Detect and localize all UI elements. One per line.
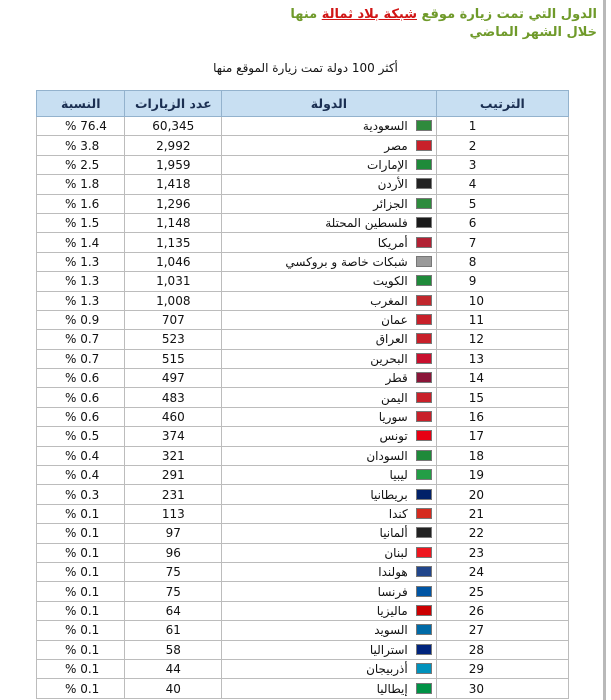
heading-line-1	[290, 6, 597, 24]
country-cell	[222, 640, 437, 659]
country-name: فلسطين المحتلة	[325, 216, 408, 231]
rank-cell: 4	[436, 175, 568, 194]
country-cell	[222, 621, 437, 640]
rank-cell: 25	[436, 582, 568, 601]
country-name: السودان	[366, 448, 408, 463]
country-name: الكويت	[372, 274, 408, 289]
percentage-cell: % 1.5	[37, 213, 125, 232]
country-cell	[222, 679, 437, 698]
percentage-cell: % 1.3	[37, 291, 125, 310]
table-body	[37, 117, 569, 699]
country-flag-icon	[416, 353, 432, 364]
visits-cell: 2,992	[125, 136, 222, 155]
visits-cell: 523	[125, 330, 222, 349]
visits-cell: 374	[125, 427, 222, 446]
country-cell	[222, 233, 437, 252]
country-name: البحرين	[370, 351, 408, 366]
header-rank: الترتيب	[436, 91, 568, 117]
rank-cell: 11	[436, 310, 568, 329]
country-flag-icon	[416, 683, 432, 694]
rank-cell: 10	[436, 291, 568, 310]
country-flag-icon	[416, 120, 432, 131]
country-name: فرنسا	[377, 584, 408, 599]
country-cell	[222, 485, 437, 504]
rank-cell: 16	[436, 407, 568, 426]
country-cell	[222, 407, 437, 426]
rank-cell: 30	[436, 679, 568, 698]
visits-cell: 75	[125, 582, 222, 601]
visits-cell: 515	[125, 349, 222, 368]
rank-cell: 19	[436, 466, 568, 485]
visits-cell: 707	[125, 310, 222, 329]
country-cell	[222, 369, 437, 388]
heading-line-2: خلال الشهر الماضي	[469, 25, 597, 40]
rank-cell: 27	[436, 621, 568, 640]
countries-table	[36, 90, 569, 699]
country-name: قطر	[385, 371, 408, 386]
country-flag-icon	[416, 159, 432, 170]
country-cell	[222, 117, 437, 136]
percentage-cell: % 76.4	[37, 117, 125, 136]
visits-cell: 1,148	[125, 213, 222, 232]
percentage-cell: % 0.1	[37, 601, 125, 620]
table-row	[37, 485, 569, 504]
table-caption: أكثر 100 دولة تمت زيارة الموقع منها	[213, 61, 398, 75]
country-cell	[222, 175, 437, 194]
country-flag-icon	[416, 586, 432, 597]
country-cell	[222, 194, 437, 213]
percentage-cell: % 3.8	[37, 136, 125, 155]
country-flag-icon	[416, 217, 432, 228]
country-name: شبكات خاصة و بروكسي	[285, 254, 408, 269]
country-name: إيطاليا	[376, 681, 408, 696]
rank-cell: 28	[436, 640, 568, 659]
country-name: عمان	[381, 313, 408, 328]
right-edge-rule	[603, 0, 606, 700]
table-row	[37, 310, 569, 329]
table-row	[37, 233, 569, 252]
country-cell	[222, 562, 437, 581]
country-flag-icon	[416, 372, 432, 383]
percentage-cell: % 0.1	[37, 582, 125, 601]
visits-cell: 483	[125, 388, 222, 407]
country-name: هولندا	[378, 565, 408, 580]
rank-cell: 8	[436, 252, 568, 271]
percentage-cell: % 0.6	[37, 369, 125, 388]
country-name: كندا	[388, 507, 408, 521]
percentage-cell: % 0.7	[37, 330, 125, 349]
table-row	[37, 369, 569, 388]
percentage-cell: % 0.1	[37, 524, 125, 543]
percentage-cell: % 0.1	[37, 659, 125, 678]
country-name: الجزائر	[373, 196, 408, 211]
rank-cell: 29	[436, 659, 568, 678]
rank-cell: 21	[436, 504, 568, 523]
table-row	[37, 155, 569, 174]
rank-cell: 15	[436, 388, 568, 407]
visits-cell: 96	[125, 543, 222, 562]
country-name: السعودية	[362, 119, 408, 134]
percentage-cell: % 0.1	[37, 640, 125, 659]
country-cell	[222, 213, 437, 232]
percentage-cell: % 0.3	[37, 485, 125, 504]
country-flag-icon	[416, 527, 432, 538]
table-row	[37, 175, 569, 194]
percentage-cell: % 0.1	[37, 679, 125, 698]
country-flag-icon	[416, 566, 432, 577]
visits-cell: 1,418	[125, 175, 222, 194]
visits-cell: 58	[125, 640, 222, 659]
visits-cell: 60,345	[125, 117, 222, 136]
percentage-cell: % 0.1	[37, 543, 125, 562]
table-row	[37, 524, 569, 543]
table-row	[37, 388, 569, 407]
visits-cell: 291	[125, 466, 222, 485]
country-name: العراق	[375, 332, 408, 347]
visits-cell: 460	[125, 407, 222, 426]
table-row	[37, 427, 569, 446]
rank-cell: 18	[436, 446, 568, 465]
country-cell	[222, 524, 437, 543]
table-row	[37, 407, 569, 426]
rank-cell: 26	[436, 601, 568, 620]
site-name-link[interactable]: شبكة بلاد ثمالة	[321, 7, 417, 22]
table-row	[37, 621, 569, 640]
visits-cell: 44	[125, 659, 222, 678]
country-name: ماليزيا	[376, 603, 408, 618]
country-name: لبنان	[384, 545, 408, 560]
country-name: سوريا	[378, 410, 408, 425]
visits-cell: 497	[125, 369, 222, 388]
country-flag-icon	[416, 605, 432, 616]
header-visits: عدد الزيارات	[125, 91, 222, 117]
rank-cell: 6	[436, 213, 568, 232]
country-cell	[222, 659, 437, 678]
percentage-cell: % 0.4	[37, 466, 125, 485]
country-flag-icon	[416, 508, 432, 519]
visits-cell: 1,296	[125, 194, 222, 213]
country-flag-icon	[416, 663, 432, 674]
table-row	[37, 466, 569, 485]
rank-cell: 13	[436, 349, 568, 368]
rank-cell: 17	[436, 427, 568, 446]
table-row	[37, 446, 569, 465]
rank-cell: 12	[436, 330, 568, 349]
visits-cell: 1,135	[125, 233, 222, 252]
country-cell	[222, 291, 437, 310]
country-name: استراليا	[369, 642, 408, 657]
rank-cell: 1	[436, 117, 568, 136]
country-cell	[222, 466, 437, 485]
rank-cell: 9	[436, 272, 568, 291]
visits-cell: 231	[125, 485, 222, 504]
percentage-cell: % 0.1	[37, 562, 125, 581]
country-flag-icon	[416, 469, 432, 480]
percentage-cell: % 2.5	[37, 155, 125, 174]
country-cell	[222, 136, 437, 155]
table-row	[37, 582, 569, 601]
table-row	[37, 330, 569, 349]
country-name: السويد	[374, 623, 408, 638]
country-name: مصر	[384, 138, 408, 153]
country-flag-icon	[416, 450, 432, 461]
visits-cell: 61	[125, 621, 222, 640]
country-flag-icon	[416, 624, 432, 635]
country-name: الأردن	[377, 177, 408, 192]
country-flag-icon	[416, 333, 432, 344]
rank-cell: 7	[436, 233, 568, 252]
country-cell	[222, 543, 437, 562]
heading-text-before: الدول التي تمت زيارة موقع	[421, 7, 597, 22]
country-flag-icon	[416, 178, 432, 189]
header-percentage: النسبة	[37, 91, 125, 117]
country-name: الإمارات	[367, 157, 408, 172]
visits-cell: 64	[125, 601, 222, 620]
country-cell	[222, 330, 437, 349]
country-cell	[222, 582, 437, 601]
rank-cell: 22	[436, 524, 568, 543]
country-cell	[222, 349, 437, 368]
percentage-cell: % 1.8	[37, 175, 125, 194]
country-flag-icon	[416, 237, 432, 248]
table-row	[37, 349, 569, 368]
country-cell	[222, 446, 437, 465]
country-name: اليمن	[381, 390, 408, 405]
country-flag-icon	[416, 314, 432, 325]
country-flag-icon	[416, 644, 432, 655]
visits-cell: 40	[125, 679, 222, 698]
table-row	[37, 272, 569, 291]
table-row	[37, 117, 569, 136]
percentage-cell: % 0.7	[37, 349, 125, 368]
rank-cell: 24	[436, 562, 568, 581]
visits-cell: 97	[125, 524, 222, 543]
table-row	[37, 504, 569, 523]
table-row	[37, 291, 569, 310]
table-header-row	[37, 91, 569, 117]
country-flag-icon	[416, 275, 432, 286]
percentage-cell: % 1.3	[37, 252, 125, 271]
rank-cell: 2	[436, 136, 568, 155]
table-row	[37, 543, 569, 562]
heading-text-after: منها	[290, 7, 318, 22]
country-flag-icon	[416, 489, 432, 500]
visits-cell: 321	[125, 446, 222, 465]
rank-cell: 3	[436, 155, 568, 174]
rank-cell: 14	[436, 369, 568, 388]
table-row	[37, 659, 569, 678]
country-flag-icon	[416, 547, 432, 558]
table-row	[37, 601, 569, 620]
country-name: بريطانيا	[370, 487, 408, 502]
country-cell	[222, 504, 437, 523]
percentage-cell: % 0.1	[37, 621, 125, 640]
country-flag-icon	[416, 256, 432, 267]
header-country: الدولة	[222, 91, 437, 117]
table-row	[37, 213, 569, 232]
visits-cell: 113	[125, 504, 222, 523]
country-name: تونس	[379, 429, 408, 444]
country-name: أمريكا	[377, 235, 408, 250]
country-flag-icon	[416, 198, 432, 209]
country-name: المغرب	[370, 293, 408, 308]
percentage-cell: % 0.5	[37, 427, 125, 446]
country-cell	[222, 427, 437, 446]
visits-cell: 75	[125, 562, 222, 581]
country-cell	[222, 310, 437, 329]
country-flag-icon	[416, 430, 432, 441]
country-name: ألمانيا	[379, 526, 408, 541]
percentage-cell: % 0.4	[37, 446, 125, 465]
country-name: ليبيا	[389, 468, 408, 483]
percentage-cell: % 0.6	[37, 407, 125, 426]
table-row	[37, 640, 569, 659]
visits-cell: 1,046	[125, 252, 222, 271]
percentage-cell: % 1.6	[37, 194, 125, 213]
country-cell	[222, 252, 437, 271]
visits-cell: 1,031	[125, 272, 222, 291]
percentage-cell: % 1.3	[37, 272, 125, 291]
rank-cell: 23	[436, 543, 568, 562]
rank-cell: 20	[436, 485, 568, 504]
country-flag-icon	[416, 392, 432, 403]
country-name: أذربيجان	[366, 662, 408, 677]
visits-cell: 1,008	[125, 291, 222, 310]
country-cell	[222, 272, 437, 291]
visits-cell: 1,959	[125, 155, 222, 174]
country-flag-icon	[416, 295, 432, 306]
country-flag-icon	[416, 411, 432, 422]
percentage-cell: % 0.9	[37, 310, 125, 329]
percentage-cell: % 0.1	[37, 504, 125, 523]
table-row	[37, 679, 569, 698]
country-cell	[222, 601, 437, 620]
country-flag-icon	[416, 140, 432, 151]
rank-cell: 5	[436, 194, 568, 213]
country-cell	[222, 155, 437, 174]
percentage-cell: % 0.6	[37, 388, 125, 407]
table-row	[37, 562, 569, 581]
country-cell	[222, 388, 437, 407]
page-heading	[290, 6, 597, 42]
percentage-cell: % 1.4	[37, 233, 125, 252]
table-row	[37, 252, 569, 271]
table-row	[37, 136, 569, 155]
table-row	[37, 194, 569, 213]
